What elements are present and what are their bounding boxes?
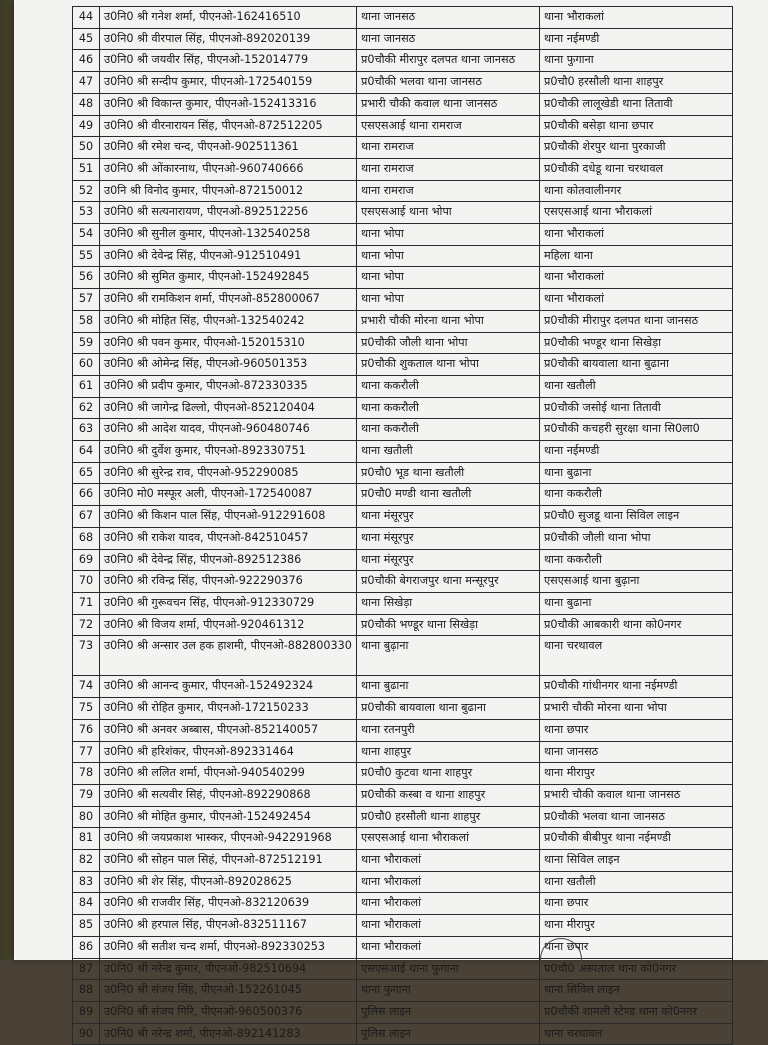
row-number: 54 <box>73 224 100 246</box>
officer-name-cell: उ0नि0 श्री सुनील कुमार, पीएनओ-132540258 <box>100 224 357 246</box>
row-number: 59 <box>73 332 100 354</box>
row-number: 75 <box>73 698 100 720</box>
table-row <box>73 506 733 528</box>
current-posting-cell: प्र0चौकी शुकताल थाना भोपा <box>357 354 540 376</box>
table-row <box>73 763 733 785</box>
table-row <box>73 158 733 180</box>
new-posting-cell: प्र0चौकी जौली थाना भोपा <box>540 527 733 549</box>
row-number: 62 <box>73 397 100 419</box>
officer-name-cell: उ0नि0 श्री ललित शर्मा, पीएनओ-940540299 <box>100 763 357 785</box>
table-row <box>73 806 733 828</box>
new-posting-cell: थाना ककरौली <box>540 484 733 506</box>
row-number: 70 <box>73 571 100 593</box>
officer-name-cell: उ0नि0 श्री देवेन्द्र सिंह, पीएनओ-912510491 <box>100 245 357 267</box>
row-number: 45 <box>73 28 100 50</box>
current-posting-cell: थाना रतनपुरी <box>357 719 540 741</box>
officer-name-cell: उ0नि0 श्री मोहित सिंह, पीएनओ-132540242 <box>100 310 357 332</box>
table-row <box>73 871 733 893</box>
officer-name-cell: उ0नि0 श्री संजय गिरि, पीएनओ-960500376 <box>100 1001 357 1023</box>
officer-name-cell: उ0नि0 श्री दुर्वेश कुमार, पीएनओ-892330751 <box>100 441 357 463</box>
table-row <box>73 310 733 332</box>
table-row <box>73 72 733 94</box>
table-row <box>73 50 733 72</box>
current-posting-cell: थाना भोपा <box>357 224 540 246</box>
new-posting-cell: थाना मीरापुर <box>540 763 733 785</box>
officer-name-cell: उ0नि0 श्री ओंकारनाथ, पीएनओ-960740666 <box>100 158 357 180</box>
current-posting-cell: एसएसआई थाना फुगाना <box>357 958 540 980</box>
table-row <box>73 719 733 741</box>
table-row <box>73 115 733 137</box>
current-posting-cell: थाना भौराकलां <box>357 871 540 893</box>
officer-name-cell: उ0नि0 श्री अन्सार उल हक हाशमी, पीएनओ-882800330 <box>100 636 357 676</box>
officer-name-cell: उ0नि0 श्री रमेश चन्द, पीएनओ-902511361 <box>100 137 357 159</box>
current-posting-cell: थाना भोपा <box>357 267 540 289</box>
row-number: 58 <box>73 310 100 332</box>
table-row <box>73 354 733 376</box>
officer-name-cell: उ0नि0 श्री शेर सिंह, पीएनओ-892028625 <box>100 871 357 893</box>
table-row <box>73 93 733 115</box>
officer-name-cell: उ0नि0 श्री सुमित कुमार, पीएनओ-152492845 <box>100 267 357 289</box>
row-number: 60 <box>73 354 100 376</box>
table-row <box>73 980 733 1002</box>
row-number: 77 <box>73 741 100 763</box>
current-posting-cell: थाना रामराज <box>357 158 540 180</box>
current-posting-cell: थाना शाहपुर <box>357 741 540 763</box>
officer-name-cell: उ0नि0 श्री नरेन्द्र शर्मा, पीएनओ-892141283 <box>100 1023 357 1045</box>
current-posting-cell: थाना ककरौली <box>357 397 540 419</box>
new-posting-cell: महिला थाना <box>540 245 733 267</box>
current-posting-cell: प्र0चौ0 कुटवा थाना शाहपुर <box>357 763 540 785</box>
new-posting-cell: प्र0चौकी भण्डूर थाना सिखेड़ा <box>540 332 733 354</box>
current-posting-cell: थाना मंसूरपुर <box>357 506 540 528</box>
new-posting-cell: थाना सिविल लाइन <box>540 980 733 1002</box>
new-posting-cell: प्र0चौकी लालूखेडी थाना तितावी <box>540 93 733 115</box>
table-body <box>73 7 733 1045</box>
table-row <box>73 267 733 289</box>
officer-name-cell: उ0नि0 श्री संजय सिंह, पीएनओ-152261045 <box>100 980 357 1002</box>
row-number: 51 <box>73 158 100 180</box>
table-row <box>73 289 733 311</box>
row-number: 80 <box>73 806 100 828</box>
officer-name-cell: उ0नि0 श्री रविन्द्र सिंह, पीएनओ-922290376 <box>100 571 357 593</box>
officer-name-cell: उ0नि0 श्री आनन्द कुमार, पीएनओ-152492324 <box>100 676 357 698</box>
new-posting-cell: थाना खतौली <box>540 871 733 893</box>
row-number: 57 <box>73 289 100 311</box>
table-row <box>73 462 733 484</box>
row-number: 63 <box>73 419 100 441</box>
new-posting-cell: थाना खतौली <box>540 375 733 397</box>
current-posting-cell: प्र0चौ0 भूड थाना खतौली <box>357 462 540 484</box>
table-row <box>73 441 733 463</box>
table-row <box>73 958 733 980</box>
new-posting-cell: प्र0चौकी आबकारी थाना को0नगर <box>540 614 733 636</box>
new-posting-cell: थाना छपार <box>540 936 733 958</box>
table-row <box>73 332 733 354</box>
officer-name-cell: उ0नि0 श्री हरिशंकर, पीएनओ-892331464 <box>100 741 357 763</box>
new-posting-cell: थाना भौराकलां <box>540 224 733 246</box>
row-number: 81 <box>73 828 100 850</box>
officer-name-cell: उ0नि0 श्री किशन पाल सिंह, पीएनओ-912291608 <box>100 506 357 528</box>
row-number: 69 <box>73 549 100 571</box>
row-number: 49 <box>73 115 100 137</box>
new-posting-cell: प्र0चौ0 हरसौली थाना शाहपुर <box>540 72 733 94</box>
officer-name-cell: उ0नि0 श्री विकान्त कुमार, पीएनओ-152413316 <box>100 93 357 115</box>
row-number: 88 <box>73 980 100 1002</box>
new-posting-cell: थाना चरथावल <box>540 1023 733 1045</box>
new-posting-cell: थाना सिविल लाइन <box>540 850 733 872</box>
table-row <box>73 915 733 937</box>
new-posting-cell: थाना ककरौली <box>540 549 733 571</box>
new-posting-cell: प्र0चौकी कचहरी सुरक्षा थाना सि0ला0 <box>540 419 733 441</box>
current-posting-cell: थाना ककरौली <box>357 419 540 441</box>
officer-name-cell: उ0नि0 श्री सतीश चन्द शर्मा, पीएनओ-892330253 <box>100 936 357 958</box>
new-posting-cell: प्र0चौ0 अस्पताल थाना को0नगर <box>540 958 733 980</box>
current-posting-cell: प्र0चौकी जौली थाना भोपा <box>357 332 540 354</box>
table-row <box>73 1023 733 1045</box>
new-posting-cell: थाना भौराकलां <box>540 289 733 311</box>
current-posting-cell: थाना मंसूरपुर <box>357 527 540 549</box>
new-posting-cell: प्र0चौकी जसोई थाना तितावी <box>540 397 733 419</box>
table-row <box>73 375 733 397</box>
new-posting-cell: थाना नईमण्डी <box>540 441 733 463</box>
current-posting-cell: थाना खतौली <box>357 441 540 463</box>
current-posting-cell: थाना जानसठ <box>357 28 540 50</box>
officer-name-cell: उ0नि0 श्री आदेश यादव, पीएनओ-960480746 <box>100 419 357 441</box>
row-number: 68 <box>73 527 100 549</box>
table-row <box>73 137 733 159</box>
current-posting-cell: एसएसआई थाना भोपा <box>357 202 540 224</box>
officer-name-cell: उ0नि0 श्री पवन कुमार, पीएनओ-152015310 <box>100 332 357 354</box>
row-number: 46 <box>73 50 100 72</box>
row-number: 72 <box>73 614 100 636</box>
new-posting-cell: प्र0चौकी शेरपुर थाना पुरकाजी <box>540 137 733 159</box>
current-posting-cell: थाना भौराकलां <box>357 936 540 958</box>
officer-name-cell: उ0नि0 श्री वीरनारायन सिंह, पीएनओ-872512205 <box>100 115 357 137</box>
table-row <box>73 614 733 636</box>
current-posting-cell: प्र0चौकी बेगराजपुर थाना मन्सूरपुर <box>357 571 540 593</box>
officer-name-cell: उ0नि0 श्री राजवीर सिंह, पीएनओ-832120639 <box>100 893 357 915</box>
row-number: 90 <box>73 1023 100 1045</box>
new-posting-cell: प्रभारी चौकी कवाल थाना जानसठ <box>540 784 733 806</box>
current-posting-cell: पुलिस लाइन <box>357 1001 540 1023</box>
current-posting-cell: प्र0चौ0 मण्डी थाना खतौली <box>357 484 540 506</box>
table-row <box>73 936 733 958</box>
row-number: 79 <box>73 784 100 806</box>
new-posting-cell: एसएसआई थाना भौराकलां <box>540 202 733 224</box>
row-number: 47 <box>73 72 100 94</box>
new-posting-cell: थाना नईमण्डी <box>540 28 733 50</box>
row-number: 61 <box>73 375 100 397</box>
officer-name-cell: उ0नि0 श्री जागेन्द्र ढिल्लो, पीएनओ-852120404 <box>100 397 357 419</box>
new-posting-cell: थाना मीरापुर <box>540 915 733 937</box>
officer-name-cell: उ0नि0 श्री विजय शर्मा, पीएनओ-920461312 <box>100 614 357 636</box>
officer-name-cell: उ0नि0 श्री रामकिशन शर्मा, पीएनओ-852800067 <box>100 289 357 311</box>
table-row <box>73 245 733 267</box>
table-row <box>73 784 733 806</box>
table-row <box>73 1001 733 1023</box>
new-posting-cell: थाना भौराकलां <box>540 7 733 29</box>
current-posting-cell: थाना सिखेड़ा <box>357 592 540 614</box>
current-posting-cell: प्र0चौकी मीरापुर दलपत थाना जानसठ <box>357 50 540 72</box>
officer-name-cell: उ0नि0 श्री रोहित कुमार, पीएनओ-172150233 <box>100 698 357 720</box>
new-posting-cell: थाना कोतवालीनगर <box>540 180 733 202</box>
row-number: 55 <box>73 245 100 267</box>
row-number: 74 <box>73 676 100 698</box>
row-number: 56 <box>73 267 100 289</box>
current-posting-cell: थाना फुगाना <box>357 980 540 1002</box>
table-row <box>73 636 733 676</box>
new-posting-cell: प्र0चौकी भलवा थाना जानसठ <box>540 806 733 828</box>
officer-name-cell: उ0नि0 मो0 मस्फूर अली, पीएनओ-172540087 <box>100 484 357 506</box>
current-posting-cell: थाना भौराकलां <box>357 850 540 872</box>
new-posting-cell: थाना बुढाना <box>540 592 733 614</box>
table-row <box>73 741 733 763</box>
new-posting-cell: थाना चरथावल <box>540 636 733 676</box>
new-posting-cell: प्र0चौकी मीरापुर दलपत थाना जानसठ <box>540 310 733 332</box>
current-posting-cell: प्र0चौकी भण्डूर थाना सिखेड़ा <box>357 614 540 636</box>
new-posting-cell: प्र0चौकी बायवाला थाना बुढाना <box>540 354 733 376</box>
officer-name-cell: उ0नि0 श्री सुरेन्द्र राव, पीएनओ-952290085 <box>100 462 357 484</box>
officer-name-cell: उ0नि श्री विनोद कुमार, पीएनओ-872150012 <box>100 180 357 202</box>
row-number: 87 <box>73 958 100 980</box>
table-row <box>73 828 733 850</box>
new-posting-cell: प्र0चौकी बीबीपुर थाना नईमण्डी <box>540 828 733 850</box>
table-row <box>73 571 733 593</box>
current-posting-cell: थाना भौराकलां <box>357 915 540 937</box>
officer-name-cell: उ0नि0 श्री राकेश यादव, पीएनओ-842510457 <box>100 527 357 549</box>
officer-name-cell: उ0नि0 श्री गनेश शर्मा, पीएनओ-162416510 <box>100 7 357 29</box>
new-posting-cell: प्र0चौ0 सुजडू थाना सिविल लाइन <box>540 506 733 528</box>
current-posting-cell: प्र0चौकी कस्बा व थाना शाहपुर <box>357 784 540 806</box>
table-row <box>73 419 733 441</box>
table-row <box>73 224 733 246</box>
new-posting-cell: थाना बुढाना <box>540 462 733 484</box>
current-posting-cell: थाना ककरौली <box>357 375 540 397</box>
current-posting-cell: पुलिस लाइन <box>357 1023 540 1045</box>
table-row <box>73 484 733 506</box>
row-number: 84 <box>73 893 100 915</box>
new-posting-cell: थाना भौराकलां <box>540 267 733 289</box>
new-posting-cell: प्र0चौकी गांधीनगर थाना नईमण्डी <box>540 676 733 698</box>
table-row <box>73 7 733 29</box>
table-row <box>73 28 733 50</box>
current-posting-cell: थाना भोपा <box>357 289 540 311</box>
officer-name-cell: उ0नि0 श्री नरेन्द्र कुमार, पीएनओ-982510694 <box>100 958 357 980</box>
current-posting-cell: थाना मंसूरपुर <box>357 549 540 571</box>
new-posting-cell: थाना फुगाना <box>540 50 733 72</box>
officer-name-cell: उ0नि0 श्री ओमेन्द्र सिंह, पीएनओ-960501353 <box>100 354 357 376</box>
current-posting-cell: थाना रामराज <box>357 180 540 202</box>
new-posting-cell: थाना जानसठ <box>540 741 733 763</box>
row-number: 85 <box>73 915 100 937</box>
current-posting-cell: एसएसआई थाना रामराज <box>357 115 540 137</box>
new-posting-cell: प्र0चौकी बसेड़ा थाना छपार <box>540 115 733 137</box>
row-number: 83 <box>73 871 100 893</box>
officer-name-cell: उ0नि0 श्री सत्यनारायण, पीएनओ-892512256 <box>100 202 357 224</box>
officer-name-cell: उ0नि0 श्री सत्यवीर सिहं, पीएनओ-892290868 <box>100 784 357 806</box>
table-row <box>73 527 733 549</box>
stamp-mark <box>540 938 582 980</box>
table-row <box>73 592 733 614</box>
row-number: 48 <box>73 93 100 115</box>
table-row <box>73 698 733 720</box>
row-number: 76 <box>73 719 100 741</box>
current-posting-cell: प्र0चौकी बायवाला थाना बुढाना <box>357 698 540 720</box>
row-number: 65 <box>73 462 100 484</box>
table-row <box>73 893 733 915</box>
row-number: 66 <box>73 484 100 506</box>
row-number: 44 <box>73 7 100 29</box>
table-row <box>73 202 733 224</box>
officer-name-cell: उ0नि0 श्री प्रदीप कुमार, पीएनओ-872330335 <box>100 375 357 397</box>
officer-name-cell: उ0नि0 श्री देवेन्द्र सिंह, पीएनओ-892512386 <box>100 549 357 571</box>
row-number: 50 <box>73 137 100 159</box>
officer-name-cell: उ0नि0 श्री वीरपाल सिंह, पीएनओ-892020139 <box>100 28 357 50</box>
row-number: 82 <box>73 850 100 872</box>
current-posting-cell: थाना बुढ़ाना <box>357 636 540 676</box>
new-posting-cell: प्र0चौकी शामली स्टेण्ड थाना को0नगर <box>540 1001 733 1023</box>
new-posting-cell: थाना छपार <box>540 893 733 915</box>
officer-name-cell: उ0नि0 श्री जयवीर सिंह, पीएनओ-152014779 <box>100 50 357 72</box>
current-posting-cell: प्रभारी चौकी मोरना थाना भोपा <box>357 310 540 332</box>
table-row <box>73 676 733 698</box>
row-number: 78 <box>73 763 100 785</box>
current-posting-cell: प्र0चौ0 हरसौली थाना शाहपुर <box>357 806 540 828</box>
row-number: 71 <box>73 592 100 614</box>
row-number: 86 <box>73 936 100 958</box>
current-posting-cell: एसएसआई थाना भौराकलां <box>357 828 540 850</box>
current-posting-cell: थाना रामराज <box>357 137 540 159</box>
row-number: 73 <box>73 636 100 676</box>
officer-name-cell: उ0नि0 श्री अनवर अब्बास, पीएनओ-852140057 <box>100 719 357 741</box>
current-posting-cell: प्र0चौकी भलवा थाना जानसठ <box>357 72 540 94</box>
officer-name-cell: उ0नि0 श्री सोहन पाल सिहं, पीएनओ-872512191 <box>100 850 357 872</box>
table-row <box>73 549 733 571</box>
officer-name-cell: उ0नि0 श्री सन्दीप कुमार, पीएनओ-172540159 <box>100 72 357 94</box>
row-number: 53 <box>73 202 100 224</box>
new-posting-cell: थाना छपार <box>540 719 733 741</box>
new-posting-cell: प्र0चौकी दधेडू थाना चरथावल <box>540 158 733 180</box>
current-posting-cell: प्रभारी चौकी कवाल थाना जानसठ <box>357 93 540 115</box>
table-row <box>73 180 733 202</box>
row-number: 64 <box>73 441 100 463</box>
current-posting-cell: थाना बुढाना <box>357 676 540 698</box>
row-number: 67 <box>73 506 100 528</box>
row-number: 52 <box>73 180 100 202</box>
table-row <box>73 397 733 419</box>
officer-name-cell: उ0नि0 श्री हरपाल सिंह, पीएनओ-832511167 <box>100 915 357 937</box>
table-row <box>73 850 733 872</box>
officer-name-cell: उ0नि0 श्री गुरूवचन सिंह, पीएनओ-912330729 <box>100 592 357 614</box>
current-posting-cell: थाना जानसठ <box>357 7 540 29</box>
row-number: 89 <box>73 1001 100 1023</box>
transfer-list-table <box>72 6 733 1045</box>
officer-name-cell: उ0नि0 श्री जयप्रकाश भास्कर, पीएनओ-942291968 <box>100 828 357 850</box>
officer-name-cell: उ0नि0 श्री मोहित कुमार, पीएनओ-152492454 <box>100 806 357 828</box>
current-posting-cell: थाना भौराकलां <box>357 893 540 915</box>
new-posting-cell: प्रभारी चौकी मोरना थाना भोपा <box>540 698 733 720</box>
current-posting-cell: थाना भोपा <box>357 245 540 267</box>
new-posting-cell: एसएसआई थाना बुढ़ाना <box>540 571 733 593</box>
